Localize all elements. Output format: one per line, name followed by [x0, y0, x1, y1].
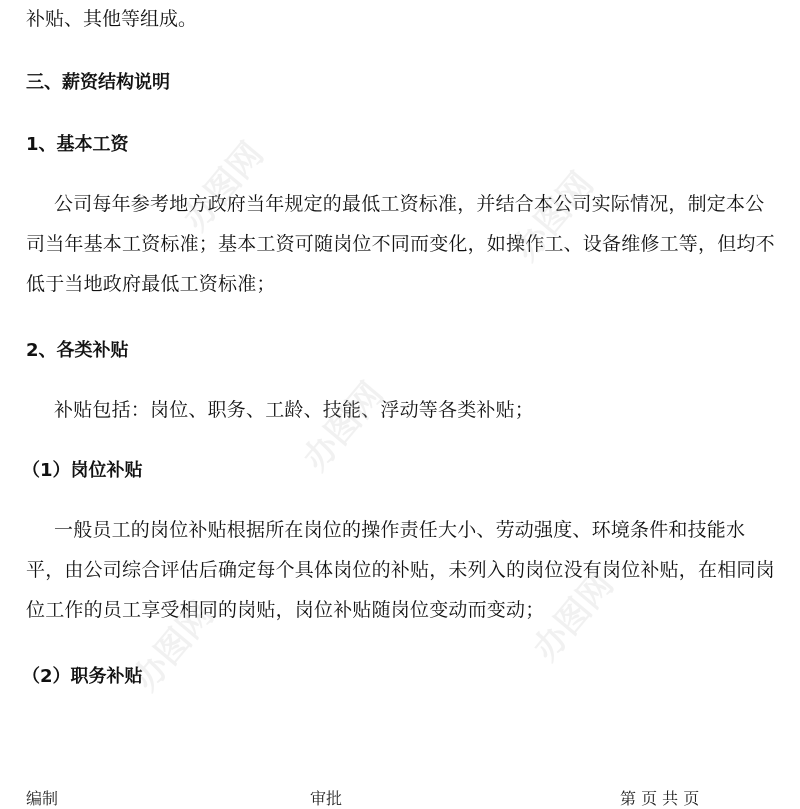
- footer-left: 编制: [26, 789, 59, 808]
- item-1-heading: 1、基本工资: [26, 134, 129, 155]
- intro-tail-text: 补贴、其他等组成。: [26, 8, 198, 30]
- footer-center: 审批: [310, 789, 343, 808]
- section-3-heading: 三、薪资结构说明: [26, 72, 170, 93]
- watermark: 办图网: [505, 164, 602, 269]
- item-2-heading: 2、各类补贴: [26, 340, 129, 361]
- watermark: 办图网: [175, 134, 272, 239]
- sub-2-heading: （2）职务补贴: [22, 666, 143, 687]
- watermark: 办图网: [525, 564, 622, 669]
- footer-right: 第 页 共 页: [620, 789, 700, 808]
- item-1-paragraph: 公司每年参考地方政府当年规定的最低工资标准，并结合本公司实际情况，制定本公司当年基本工资标准；基本工资可随岗位不同而变化，如操作工、设备维修工等，但均不低于当地政府最低工资标准；: [26, 193, 775, 295]
- watermark: 办图网: [125, 594, 222, 699]
- sub-1-paragraph: 一般员工的岗位补贴根据所在岗位的操作责任大小、劳动强度、环境条件和技能水平，由公司综合评估后确定每个具体岗位的补贴，未列入的岗位没有岗位补贴，在相同岗位工作的员工享受相同的岗贴，岗位补贴随岗位变动而变动；: [26, 519, 775, 621]
- watermark: 办图网: [295, 374, 392, 479]
- item-2-paragraph: 补贴包括：岗位、职务、工龄、技能、浮动等各类补贴；: [54, 399, 535, 421]
- sub-1-heading: （1）岗位补贴: [22, 460, 143, 481]
